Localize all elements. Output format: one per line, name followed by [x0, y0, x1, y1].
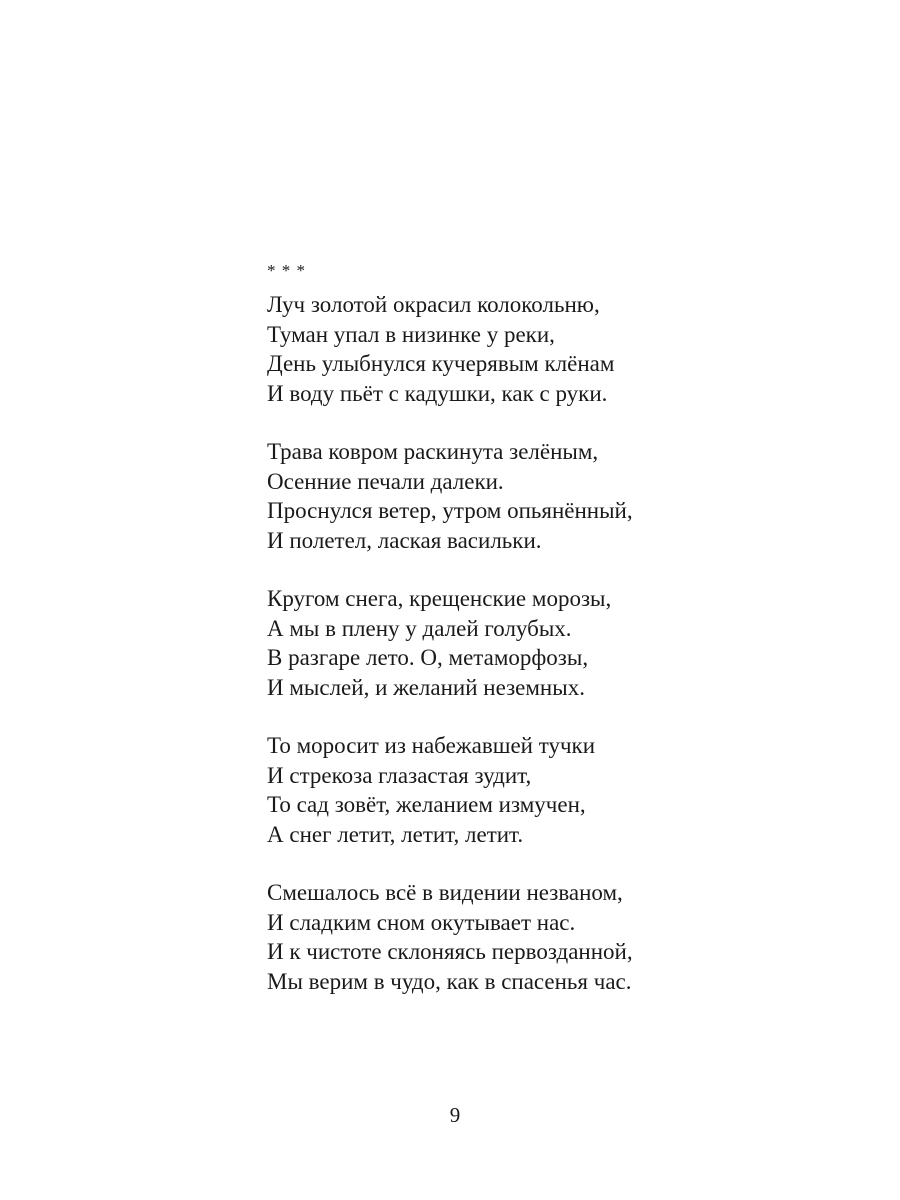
poem-line: А снег летит, летит, летит.: [267, 821, 524, 847]
poem-line: В разгаре лето. О, метаморфозы,: [267, 645, 589, 670]
poem-line: То сад зовёт, желанием измучен,: [267, 792, 586, 817]
poem-line: А мы в плену у далей голубых.: [267, 615, 572, 641]
poem-separator: * * *: [267, 261, 306, 280]
poem-line: Кругом снега, крещенские морозы,: [267, 586, 612, 611]
stanza: [267, 878, 827, 996]
stanza: [267, 290, 827, 408]
poem-line: Смешалось всё в видении незваном,: [267, 880, 623, 905]
poem-line: То моросит из набежавшей тучки: [267, 733, 596, 758]
poem-line: И стрекоза глазастая зудит,: [267, 762, 532, 788]
poem-line: День улыбнулся кучерявым клёнам: [267, 351, 615, 376]
poem-line: И полетел, лаская васильки.: [267, 527, 542, 553]
stanza: [267, 584, 827, 702]
poem-line: Мы верим в чудо, как в спасенья час.: [267, 968, 632, 994]
poem-line: Туман упал в низинке у реки,: [267, 321, 555, 347]
poem-line: И сладким сном окутывает нас.: [267, 909, 576, 935]
poem-line: Трава ковром раскинута зелёным,: [267, 439, 599, 464]
poem-line: И мыслей, и желаний неземных.: [267, 674, 585, 700]
page-number: 9: [449, 1103, 461, 1127]
poem: [267, 256, 827, 1025]
poem-line: Проснулся ветер, утром опьянённый,: [267, 498, 633, 523]
poem-line: Осенние печали далеки.: [267, 468, 504, 494]
poem-line: Луч золотой окрасил колокольню,: [267, 292, 600, 317]
poem-line: И воду пьёт с кадушки, как с руки.: [267, 380, 608, 406]
stanza: [267, 437, 827, 555]
stanza: [267, 731, 827, 849]
poem-line: И к чистоте склоняясь первозданной,: [267, 939, 633, 964]
